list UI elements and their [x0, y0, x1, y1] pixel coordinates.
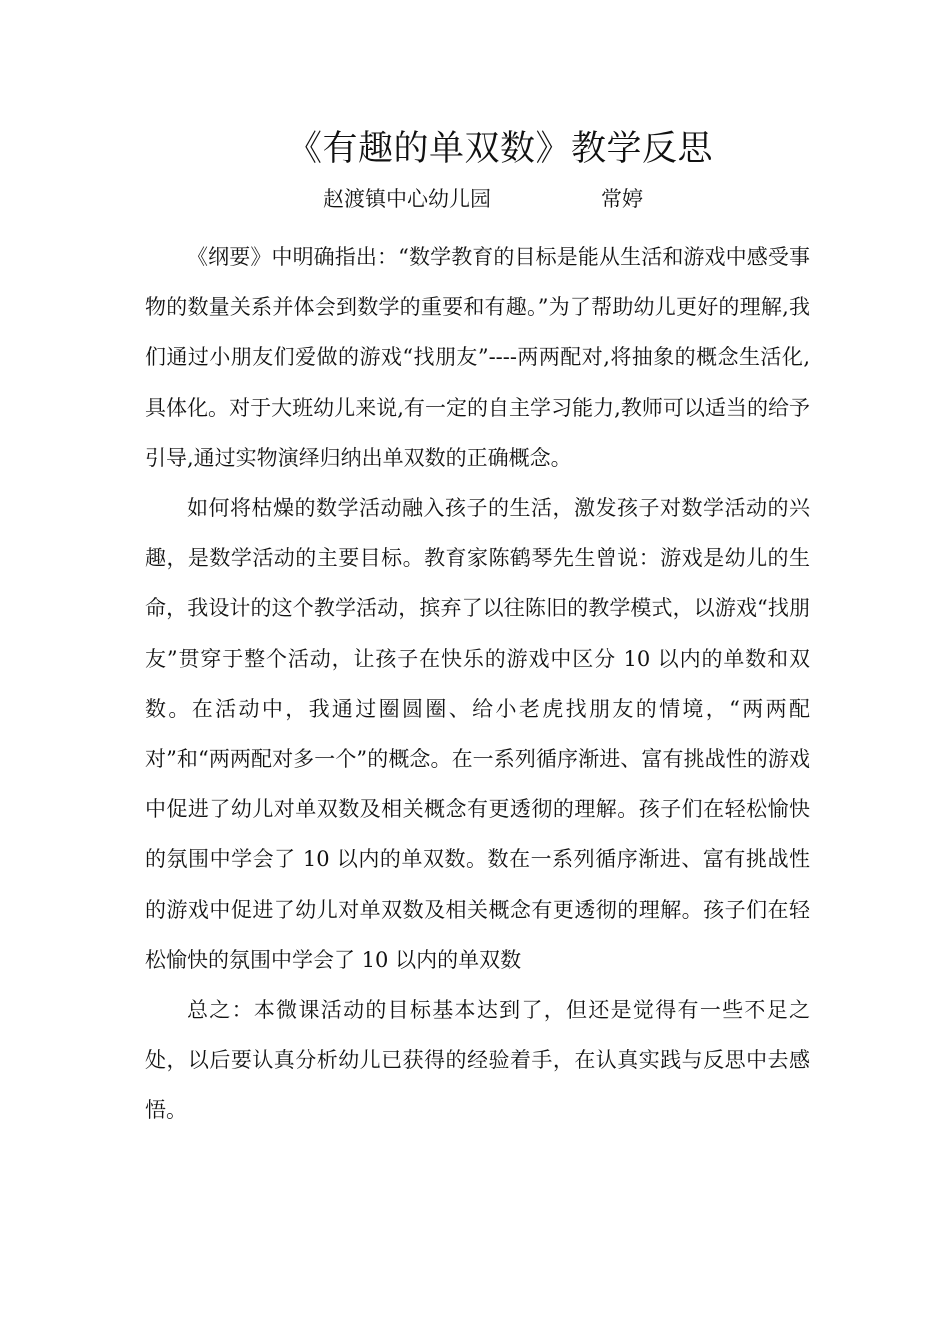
paragraph-intro: 《纲要》中明确指出：“数学教育的目标是能从生活和游戏中感受事物的数量关系并体会到数学的重要和有趣。”为了帮助幼儿更好的理解,我们通过小朋友们爱做的游戏“找朋友”----两两配对,将抽象的概念生活化,具体化。对于大班幼儿来说,有一定的自主学习能力,教师可以适当的给予引导,通过实物演绎归纳出单双数的正确概念。 [145, 245, 810, 470]
document-title: 《有趣的单双数》教学反思 [286, 129, 713, 169]
paragraph-activity: 如何将枯燥的数学活动融入孩子的生活，激发孩子对数学活动的兴趣，是数学活动的主要目标。教育家陈鹤琴先生曾说：游戏是幼儿的生命，我设计的这个教学活动，摈弃了以往陈旧的教学模式，以游戏“找朋友”贯穿于整个活动，让孩子在快乐的游戏中区分 10 以内的单数和双数。在活动中，我通过圈圆圈、给小老虎找朋友的情境，“两两配对”和“两两配对多一个”的概念。在一系列循序渐进、富有挑战性的游戏中促进了幼儿对单双数及相关概念有更透彻的理解。孩子们在轻松愉快的氛围中学会了 10 以内的单双数。数在一系列循序渐进、富有挑战性的游戏中促进了幼儿对单双数及相关概念有更透彻的理解。孩子们在轻松愉快的氛围中学会了 10 以内的单双数 [145, 496, 810, 972]
author-name: 常婷 [601, 187, 643, 211]
paragraph-summary: 总之：本微课活动的目标基本达到了，但还是觉得有一些不足之处，以后要认真分析幼儿已获得的经验着手，在认真实践与反思中去感悟。 [145, 998, 810, 1123]
school-name: 赵渡镇中心幼儿园 [323, 187, 491, 211]
document-body [145, 232, 810, 1136]
